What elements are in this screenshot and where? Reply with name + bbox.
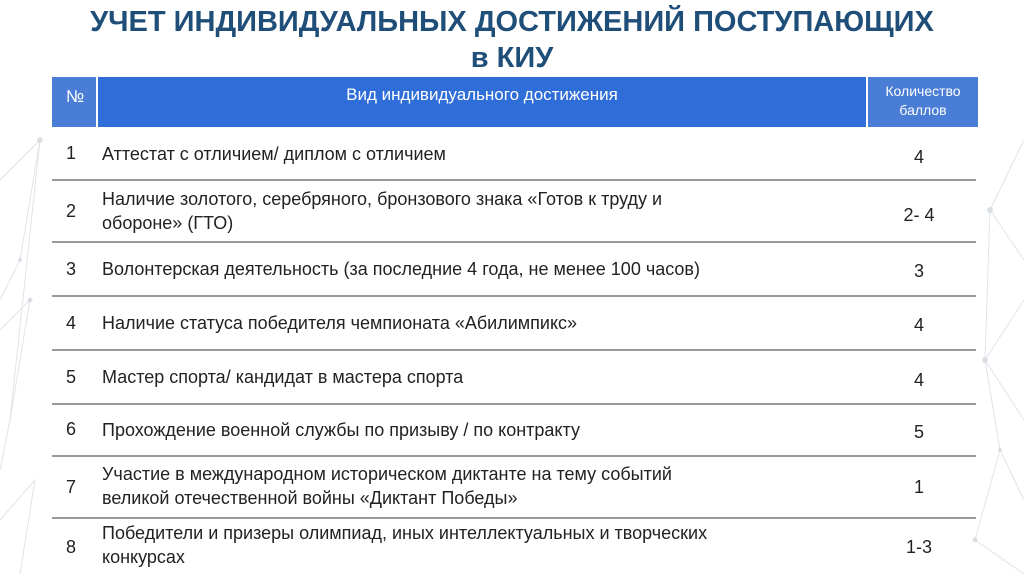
table-header <box>52 77 978 127</box>
row-number: 5 <box>66 367 77 387</box>
row-achievement-line-1: Аттестат с отличием/ диплом с отличием <box>102 144 446 164</box>
row-achievement-line-2: конкурсах <box>102 547 185 567</box>
row-number: 8 <box>66 537 77 557</box>
table-row <box>52 181 976 243</box>
row-achievement <box>102 365 802 389</box>
title-line-1: УЧЕТ ИНДИВИДУАЛЬНЫХ ДОСТИЖЕНИЙ ПОСТУПАЮЩИХ <box>90 6 934 38</box>
row-achievement <box>102 142 802 166</box>
row-achievement <box>102 462 802 510</box>
row-achievement-line-1: Участие в международном историческом диктанте на тему событий <box>102 464 672 484</box>
row-number: 2 <box>66 201 77 221</box>
row-points: 5 <box>913 422 924 442</box>
row-achievement-line-1: Наличие золотого, серебряного, бронзового знака «Готов к труду и <box>102 189 663 209</box>
row-points: 3 <box>913 261 924 281</box>
row-achievement <box>102 521 802 569</box>
achievements-table <box>52 77 978 567</box>
table-row <box>52 351 976 405</box>
row-number: 6 <box>66 419 77 439</box>
row-points: 4 <box>913 315 924 335</box>
table-row <box>52 297 976 351</box>
page-title <box>0 4 1024 76</box>
row-points: 4 <box>913 147 924 167</box>
title-line-2: в КИУ <box>470 42 554 74</box>
header-points <box>868 77 978 127</box>
row-number: 7 <box>66 477 77 497</box>
table-row <box>52 243 976 297</box>
row-number: 4 <box>66 313 77 333</box>
row-achievement-line-1: Мастер спорта/ кандидат в мастера спорта <box>102 367 464 387</box>
row-points: 2- 4 <box>903 205 935 225</box>
header-number: № <box>52 77 96 127</box>
header-points-line-2: баллов <box>899 102 947 118</box>
header-achievement-type: Вид индивидуального достижения <box>98 77 866 127</box>
row-achievement-line-1: Победители и призеры олимпиад, иных интеллектуальных и творческих <box>102 523 708 543</box>
table-row <box>52 405 976 457</box>
row-points: 4 <box>913 370 924 390</box>
row-achievement-line-1: Наличие статуса победителя чемпионата «Абилимпикс» <box>102 313 578 333</box>
row-achievement <box>102 311 802 335</box>
row-number: 1 <box>66 143 77 163</box>
table-row <box>52 519 976 574</box>
row-points: 1 <box>913 477 924 497</box>
row-achievement-line-2: великой отечественной войны «Диктант Победы» <box>102 488 518 508</box>
row-achievement <box>102 187 802 235</box>
header-points-line-1: Количество <box>885 83 961 99</box>
table-row <box>52 127 976 181</box>
row-number: 3 <box>66 259 77 279</box>
row-points: 1-3 <box>905 537 932 557</box>
row-achievement-line-1: Волонтерская деятельность (за последние 4 года, не менее 100 часов) <box>102 259 700 279</box>
row-achievement <box>102 418 802 442</box>
row-achievement-line-2: обороне» (ГТО) <box>102 213 234 233</box>
row-achievement-line-1: Прохождение военной службы по призыву / по контракту <box>102 420 580 440</box>
table-row <box>52 457 976 519</box>
row-achievement <box>102 257 802 281</box>
